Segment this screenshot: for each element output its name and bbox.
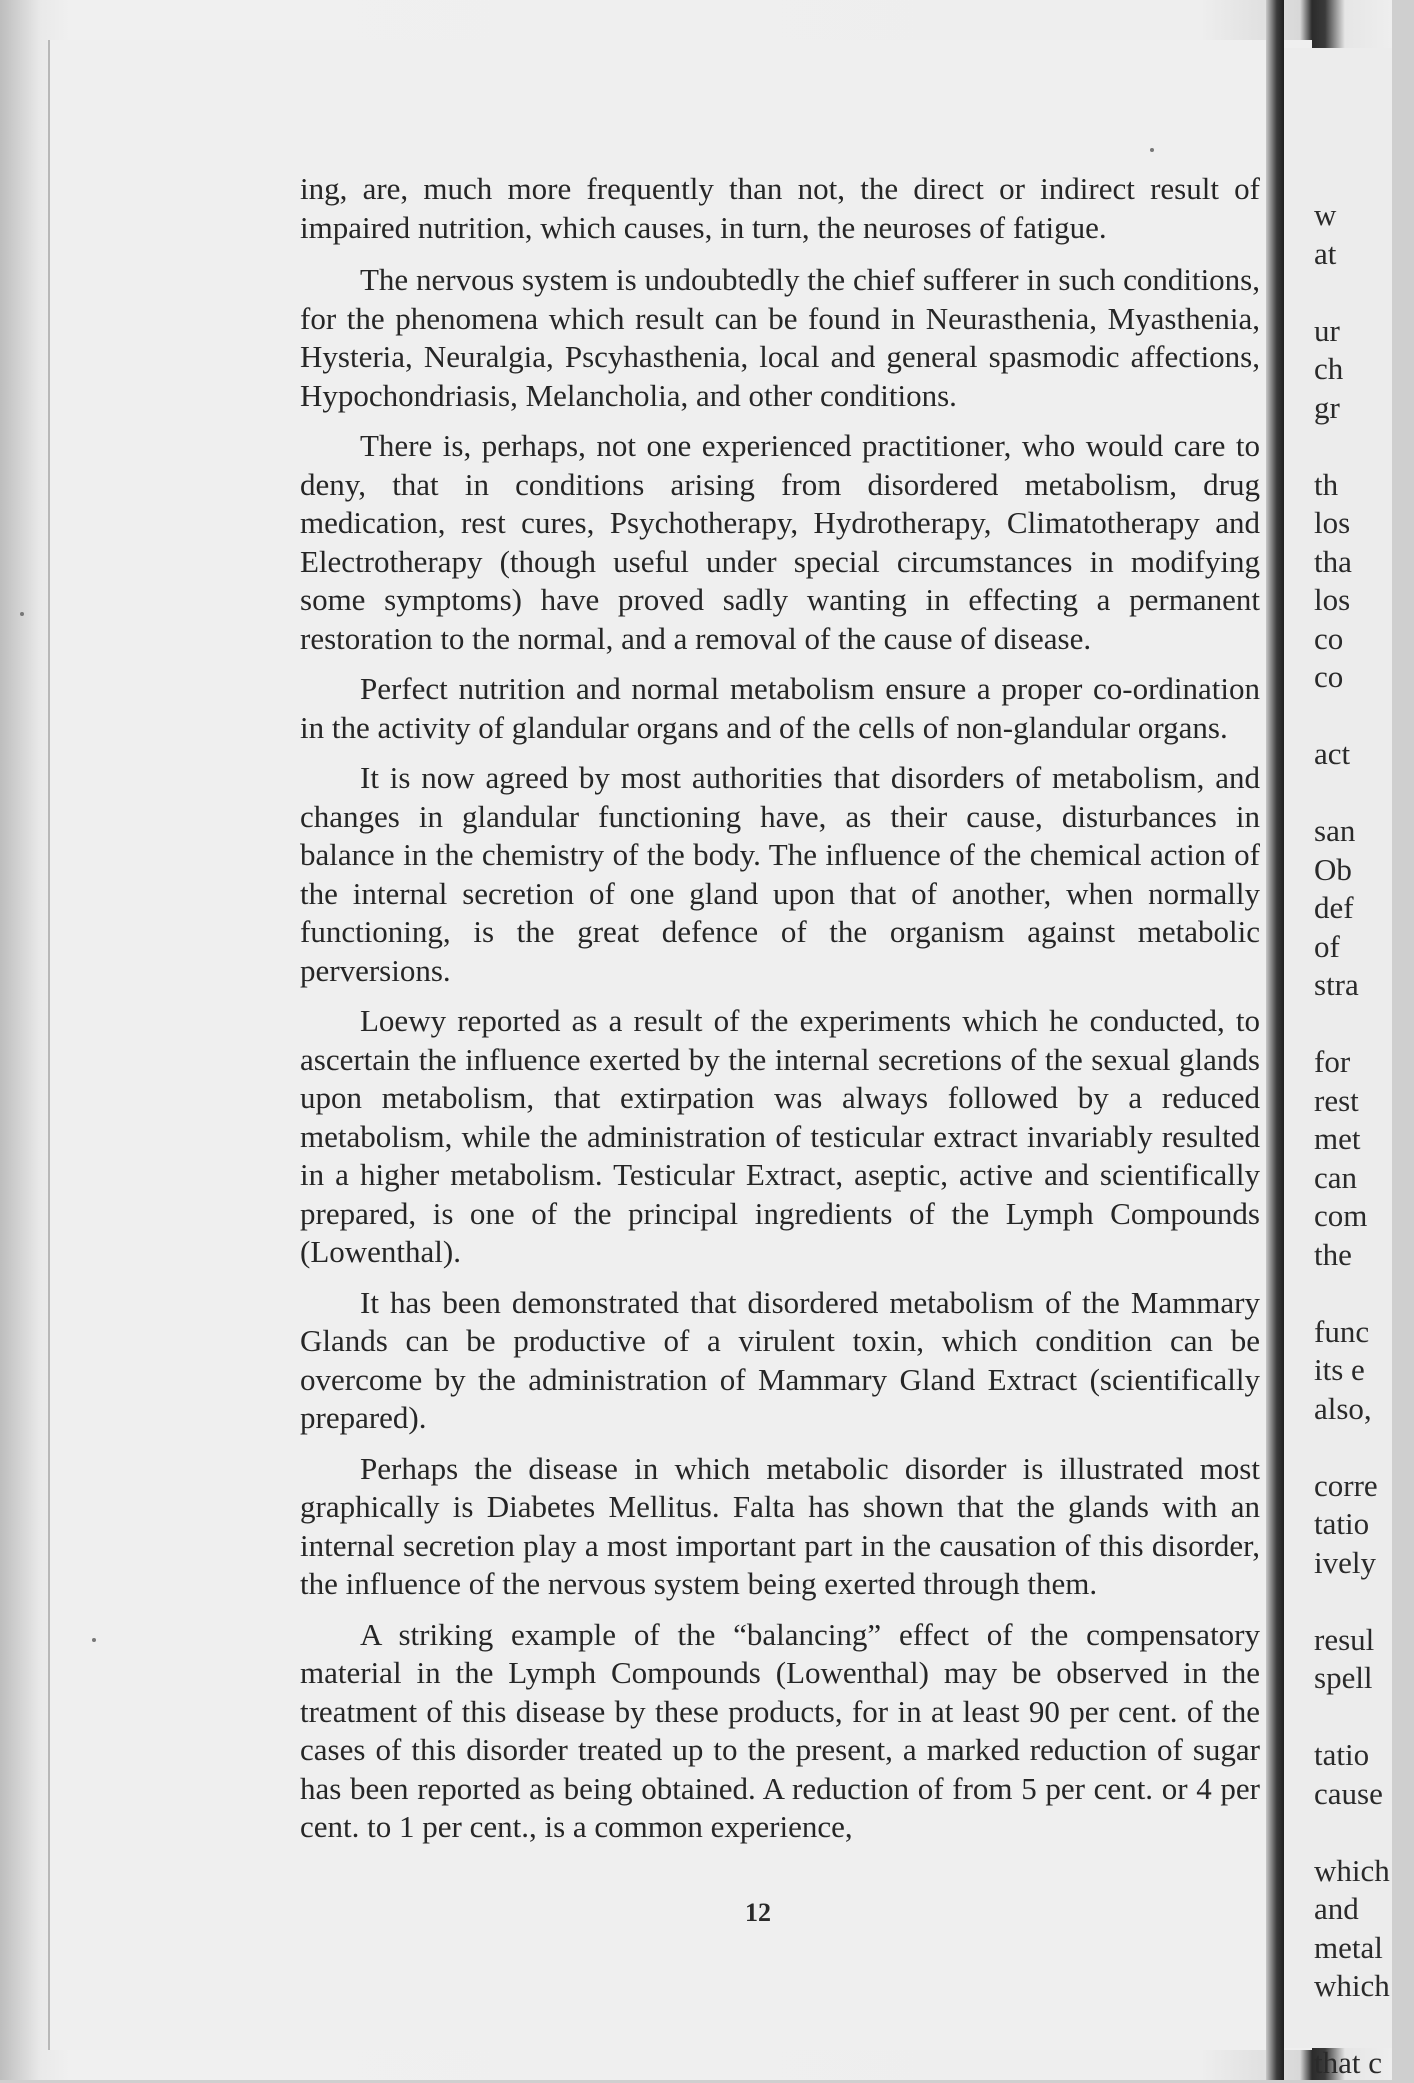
- adjacent-line-fragment: that c: [1314, 2045, 1382, 2080]
- adjacent-line-fragment: rest: [1314, 1082, 1359, 1118]
- adjacent-line-fragment: [1314, 1428, 1414, 1467]
- paragraph-2: The nervous system is undoubtedly the chief sufferer in such conditions, for the phenomena which result can be found in Neurasthenia, Myasthenia, Hysteria, Neuralgia, Pscyhasthenia, local and general spasmodic affections, Hypochondriasis, Melancholia, and other conditions.: [300, 262, 1260, 413]
- adjacent-line-fragment: resul: [1314, 1621, 1375, 1657]
- adjacent-line-fragment: [1314, 273, 1414, 312]
- paragraph-8: Perhaps the disease in which metabolic disorder is illustrated most graphically is Diabetes Mellitus. Falta has shown that the glands with an internal secretion play a most important part in the causation of this disorder, the influence of the nervous system being exerted through them.: [300, 1450, 1260, 1601]
- adjacent-line-fragment: com: [1314, 1198, 1368, 1233]
- page-body-text: [300, 170, 1260, 1859]
- adjacent-line-fragment: and: [1314, 1891, 1359, 1926]
- adjacent-line-fragment: [1314, 2006, 1414, 2045]
- adjacent-line-fragment: ur: [1314, 312, 1340, 348]
- adjacent-line-fragment: met: [1314, 1121, 1361, 1156]
- adjacent-line-fragment: of: [1314, 928, 1340, 964]
- paragraph-7: It has been demonstrated that disordered metabolism of the Mammary Glands can be productive of a virulent toxin, which condition can be overcome by the administration of Mammary Gland Extract (scientifically prepared).: [300, 1284, 1260, 1435]
- adjacent-line-fragment: cause: [1314, 1775, 1383, 1811]
- adjacent-line-fragment: func: [1314, 1313, 1370, 1349]
- adjacent-page: [1284, 48, 1392, 2080]
- adjacent-line-fragment: [1314, 427, 1414, 466]
- adjacent-line-fragment: w: [1314, 197, 1337, 232]
- paragraph-6: Loewy reported as a result of the experiments which he conducted, to ascertain the influence exerted by the internal secretions of the sexual glands upon metabolism, that extirpation was always followed by a reduced metabolism, while the administration of testicular extract invariably resulted in a higher metabolism. Testicular Extract, aseptic, active and scientifically prepared, is one of the principal ingredients of the Lymph Compounds (Lowenthal).: [300, 1003, 1260, 1269]
- adjacent-line-fragment: act: [1314, 736, 1351, 771]
- paragraph-3: There is, perhaps, not one experienced practitioner, who would care to deny, that in conditions arising from disordered metabolism, drug medication, rest cures, Psychotherapy, Hydrotherapy, Climatotherapy and Electrotherapy (though useful under special circumstances in modifying some symptoms) have proved sadly wanting in effecting a permanent restoration to the normal, and a removal of the cause of disease.: [300, 428, 1260, 656]
- adjacent-line-fragment: spell: [1314, 1660, 1373, 1695]
- adjacent-line-fragment: metal: [1314, 1929, 1383, 1965]
- adjacent-line-fragment: co: [1314, 659, 1344, 694]
- adjacent-line-fragment: [1314, 774, 1414, 813]
- adjacent-line-fragment: tha: [1314, 543, 1352, 579]
- adjacent-line-fragment: [1314, 1813, 1414, 1852]
- adjacent-line-fragment: los: [1314, 505, 1351, 540]
- paragraph-5: It is now agreed by most authorities that disorders of metabolism, and changes in glandular functioning have, as their cause, disturbances in balance in the chemistry of the body. The influence of the chemical action of the internal secretion of one gland upon that of another, when normally functioning, is the great defence of the organism against metabolic perversions.: [300, 760, 1260, 988]
- adjacent-line-fragment: [1314, 697, 1414, 736]
- paragraph-9: A striking example of the “balancing” effect of the compensatory material in the Lymph Compounds (Lowenthal) may be observed in the treatment of this disease by these products, for in at least 90 per cent. of the cases of this disorder treated up to the present, a marked reduction of sugar has been reported as being obtained. A reduction of from 5 per cent. or 4 per cent. to 1 per cent., is a common experience,: [300, 1616, 1260, 1844]
- adjacent-line-fragment: [1314, 1582, 1414, 1621]
- adjacent-line-fragment: tatio: [1314, 1506, 1370, 1541]
- adjacent-line-fragment: stra: [1314, 967, 1359, 1002]
- adjacent-line-fragment: tatio: [1314, 1737, 1370, 1772]
- adjacent-line-fragment: can: [1314, 1159, 1358, 1195]
- adjacent-line-fragment: co: [1314, 620, 1344, 656]
- adjacent-line-fragment: which: [1314, 1852, 1390, 1888]
- adjacent-line-fragment: [1314, 1698, 1414, 1737]
- adjacent-line-fragment: def: [1314, 890, 1354, 925]
- adjacent-line-fragment: th: [1314, 466, 1339, 502]
- adjacent-line-fragment: los: [1314, 582, 1351, 617]
- adjacent-line-fragment: Ob: [1314, 851, 1352, 887]
- book-gutter: [1266, 0, 1284, 2080]
- adjacent-page-text: [1314, 196, 1414, 2083]
- page-number: 12: [745, 1898, 771, 1927]
- adjacent-line-fragment: gr: [1314, 389, 1340, 425]
- paragraph-1: ing, are, much more frequently than not, the direct or indirect result of impaired nutrition, which causes, in turn, the neuroses of fatigue.: [300, 171, 1260, 245]
- adjacent-line-fragment: ively: [1314, 1544, 1376, 1580]
- paragraph-4: Perfect nutrition and normal metabolism ensure a proper co-ordination in the activity of glandular organs and of the cells of non-glandular organs.: [300, 671, 1260, 745]
- scan-speck: [1150, 148, 1154, 152]
- adjacent-line-fragment: the: [1314, 1236, 1352, 1272]
- adjacent-line-fragment: which: [1314, 1968, 1390, 2003]
- adjacent-line-fragment: for: [1314, 1044, 1351, 1079]
- scan-speck: [92, 1638, 96, 1642]
- adjacent-line-fragment: [1314, 1005, 1414, 1044]
- scan-speck: [20, 612, 24, 616]
- adjacent-line-fragment: san: [1314, 813, 1356, 848]
- adjacent-line-fragment: its e: [1314, 1352, 1365, 1387]
- adjacent-line-fragment: ch: [1314, 351, 1344, 386]
- adjacent-line-fragment: [1314, 1274, 1414, 1313]
- adjacent-line-fragment: corre: [1314, 1467, 1378, 1503]
- adjacent-line-fragment: also,: [1314, 1390, 1372, 1426]
- adjacent-line-fragment: at: [1314, 235, 1337, 271]
